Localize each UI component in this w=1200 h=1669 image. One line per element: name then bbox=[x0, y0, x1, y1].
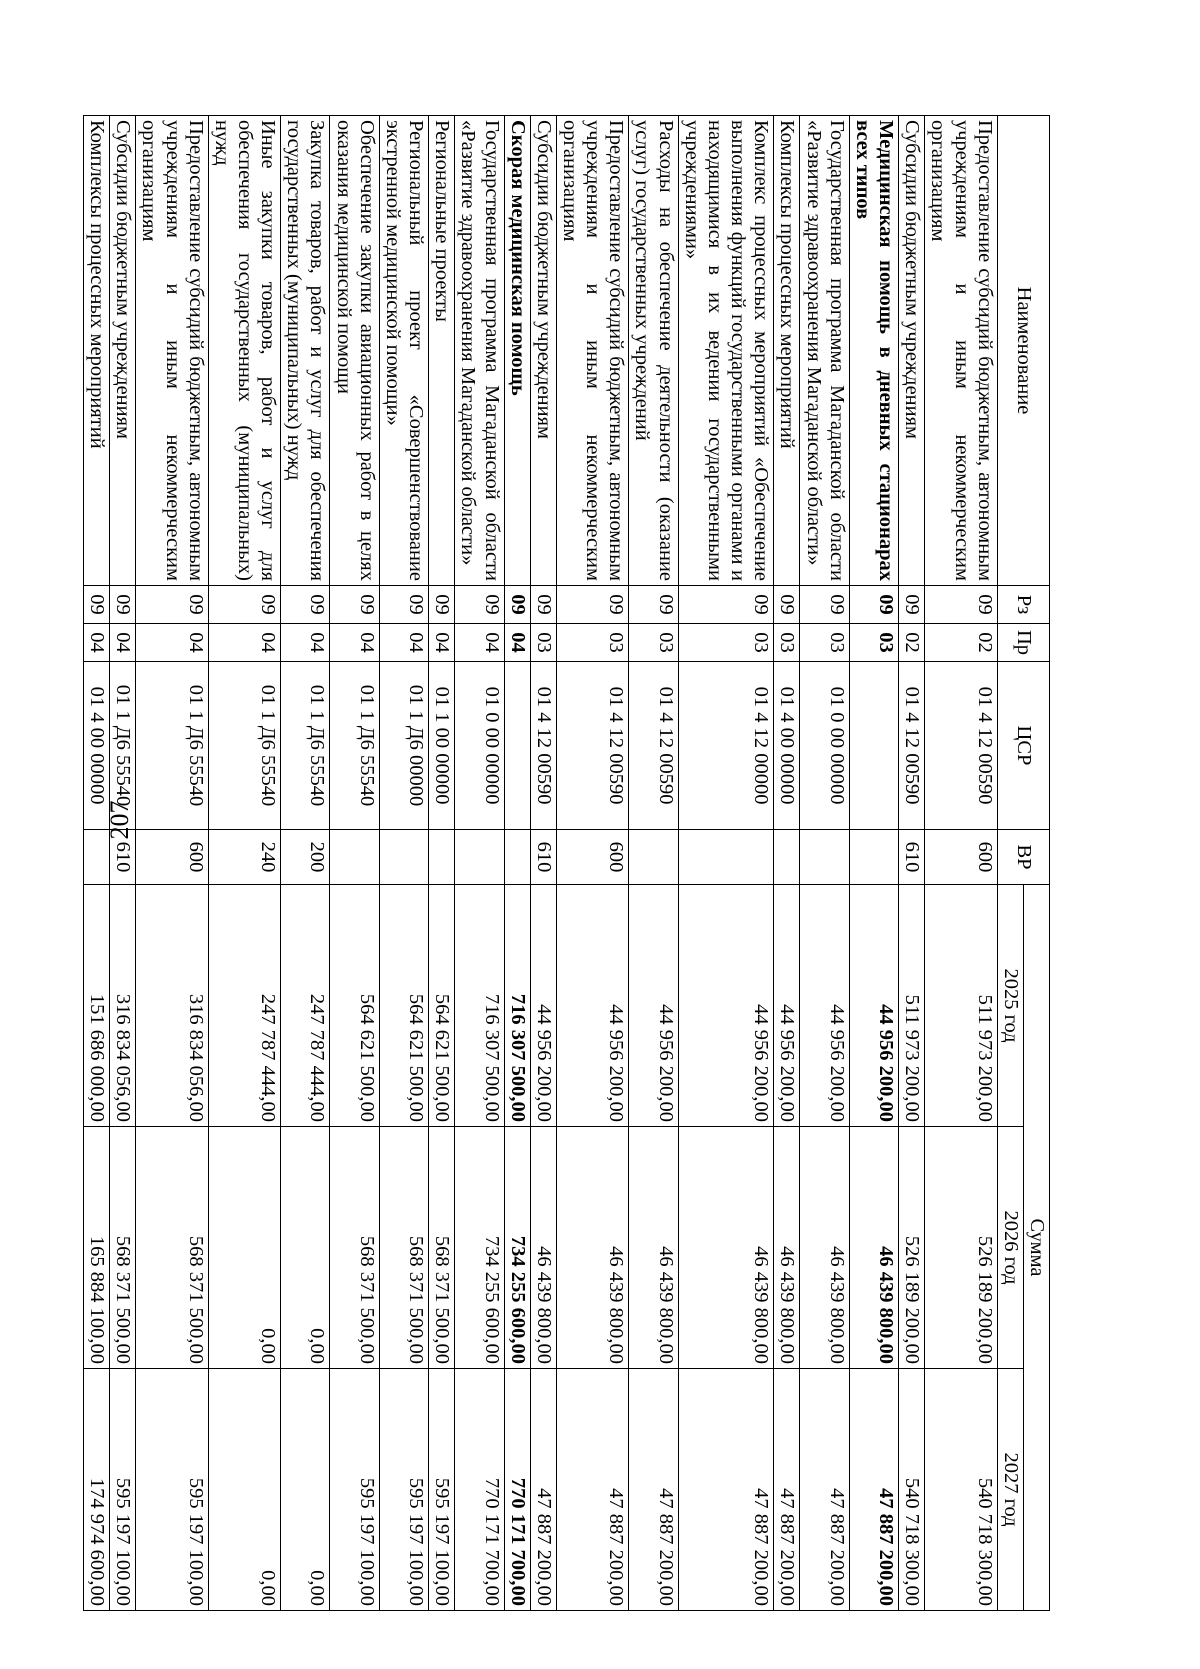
row-name: Государственная программа Магаданской области «Развитие здравоохранения Магаданской области» bbox=[800, 116, 849, 586]
header-pr: Пр bbox=[997, 624, 1049, 662]
row-pr: 04 bbox=[208, 624, 280, 662]
row-2026: 46 439 800,00 bbox=[774, 1127, 800, 1369]
row-2025: 44 956 200,00 bbox=[849, 885, 898, 1127]
row-name: Скорая медицинская помощь bbox=[504, 116, 530, 586]
row-vr bbox=[849, 830, 898, 885]
row-2026: 526 189 200,00 bbox=[899, 1127, 925, 1369]
page-number: 207 bbox=[105, 800, 134, 840]
row-vr bbox=[678, 830, 774, 885]
row-pr: 03 bbox=[800, 624, 849, 662]
row-2027: 595 197 100,00 bbox=[330, 1369, 379, 1611]
row-2027: 47 887 200,00 bbox=[629, 1369, 678, 1611]
table-row bbox=[800, 116, 849, 1611]
table-row bbox=[379, 116, 428, 1611]
table-row bbox=[556, 116, 628, 1611]
row-2026: 46 439 800,00 bbox=[849, 1127, 898, 1369]
row-vr bbox=[429, 830, 455, 885]
row-2025: 511 973 200,00 bbox=[925, 885, 997, 1127]
row-2025: 716 307 500,00 bbox=[455, 885, 504, 1127]
row-2025: 564 621 500,00 bbox=[379, 885, 428, 1127]
row-rz: 09 bbox=[379, 586, 428, 624]
row-2025: 44 956 200,00 bbox=[800, 885, 849, 1127]
row-2026: 568 371 500,00 bbox=[379, 1127, 428, 1369]
row-name: Предоставление субсидий бюджетным, автономным учреждениям и иным некоммерческим организациям bbox=[556, 116, 628, 586]
row-name: Субсидии бюджетным учреждениям bbox=[530, 116, 556, 586]
row-rz: 09 bbox=[429, 586, 455, 624]
row-2027: 47 887 200,00 bbox=[530, 1369, 556, 1611]
row-2027: 47 887 200,00 bbox=[774, 1369, 800, 1611]
row-2026: 734 255 600,00 bbox=[504, 1127, 530, 1369]
row-2027: 770 171 700,00 bbox=[455, 1369, 504, 1611]
table-row bbox=[925, 116, 997, 1611]
row-csr: 01 4 00 00000 bbox=[774, 662, 800, 830]
row-2026: 46 439 800,00 bbox=[530, 1127, 556, 1369]
row-name: Комплексы процессных мероприятий bbox=[83, 116, 109, 586]
row-vr: 600 bbox=[925, 830, 997, 885]
row-2026: 568 371 500,00 bbox=[330, 1127, 379, 1369]
row-name: Предоставление субсидий бюджетным, автономным учреждениям и иным некоммерческим организациям bbox=[136, 116, 208, 586]
row-2026: 46 439 800,00 bbox=[678, 1127, 774, 1369]
row-name: Региональные проекты bbox=[429, 116, 455, 586]
row-vr: 200 bbox=[281, 830, 330, 885]
row-csr: 01 1 Д6 00000 bbox=[379, 662, 428, 830]
table-row bbox=[774, 116, 800, 1611]
row-csr: 01 1 Д6 55540 bbox=[136, 662, 208, 830]
row-rz: 09 bbox=[504, 586, 530, 624]
row-2025: 44 956 200,00 bbox=[774, 885, 800, 1127]
row-csr: 01 4 12 00590 bbox=[925, 662, 997, 830]
row-2026: 165 884 100,00 bbox=[83, 1127, 109, 1369]
row-2026: 568 371 500,00 bbox=[136, 1127, 208, 1369]
row-name: Региональный проект «Совершенствование экстренной медицинской помощи» bbox=[379, 116, 428, 586]
row-2025: 44 956 200,00 bbox=[629, 885, 678, 1127]
table-row-section bbox=[504, 116, 530, 1611]
row-rz: 09 bbox=[899, 586, 925, 624]
row-vr: 610 bbox=[899, 830, 925, 885]
row-pr: 04 bbox=[379, 624, 428, 662]
row-2025: 151 686 000,00 bbox=[83, 885, 109, 1127]
row-csr: 01 1 00 00000 bbox=[429, 662, 455, 830]
table-row bbox=[110, 116, 136, 1611]
row-vr bbox=[774, 830, 800, 885]
header-2025: 2025 год bbox=[997, 885, 1023, 1127]
row-2027: 595 197 100,00 bbox=[379, 1369, 428, 1611]
row-2027: 595 197 100,00 bbox=[136, 1369, 208, 1611]
row-name: Обеспечение закупки авиационных работ в целях оказания медицинской помощи bbox=[330, 116, 379, 586]
row-2026: 568 371 500,00 bbox=[429, 1127, 455, 1369]
row-rz: 09 bbox=[800, 586, 849, 624]
row-rz: 09 bbox=[629, 586, 678, 624]
row-csr: 01 1 Д6 55540 bbox=[110, 662, 136, 830]
row-2025: 44 956 200,00 bbox=[678, 885, 774, 1127]
table-row bbox=[678, 116, 774, 1611]
header-row-1 bbox=[1023, 116, 1049, 1611]
row-rz: 09 bbox=[110, 586, 136, 624]
row-csr: 01 4 00 00000 bbox=[83, 662, 109, 830]
row-pr: 04 bbox=[330, 624, 379, 662]
row-csr: 01 0 00 00000 bbox=[800, 662, 849, 830]
row-2027: 770 171 700,00 bbox=[504, 1369, 530, 1611]
row-pr: 02 bbox=[925, 624, 997, 662]
row-vr: 240 bbox=[208, 830, 280, 885]
row-name: Государственная программа Магаданской области «Развитие здравоохранения Магаданской области» bbox=[455, 116, 504, 586]
row-2027: 0,00 bbox=[281, 1369, 330, 1611]
row-csr bbox=[504, 662, 530, 830]
table-row bbox=[330, 116, 379, 1611]
row-csr: 01 1 Д6 55540 bbox=[281, 662, 330, 830]
row-rz: 09 bbox=[455, 586, 504, 624]
row-rz: 09 bbox=[556, 586, 628, 624]
row-2025: 564 621 500,00 bbox=[330, 885, 379, 1127]
header-2026: 2026 год bbox=[997, 1127, 1023, 1369]
row-rz: 09 bbox=[774, 586, 800, 624]
row-pr: 04 bbox=[110, 624, 136, 662]
table-row bbox=[455, 116, 504, 1611]
row-pr: 03 bbox=[849, 624, 898, 662]
row-pr: 04 bbox=[281, 624, 330, 662]
row-vr bbox=[455, 830, 504, 885]
row-vr bbox=[629, 830, 678, 885]
row-2027: 47 887 200,00 bbox=[678, 1369, 774, 1611]
row-pr: 04 bbox=[136, 624, 208, 662]
row-2026: 0,00 bbox=[208, 1127, 280, 1369]
table-row bbox=[281, 116, 330, 1611]
row-vr: 610 bbox=[530, 830, 556, 885]
row-name: Иные закупки товаров, работ и услуг для обеспечения государственных (муниципальных) нужд bbox=[208, 116, 280, 586]
row-rz: 09 bbox=[208, 586, 280, 624]
row-vr bbox=[504, 830, 530, 885]
table-row-section bbox=[849, 116, 898, 1611]
row-csr: 01 4 12 00590 bbox=[899, 662, 925, 830]
row-rz: 09 bbox=[530, 586, 556, 624]
table-row bbox=[208, 116, 280, 1611]
header-csr: ЦСР bbox=[997, 662, 1049, 830]
row-rz: 09 bbox=[849, 586, 898, 624]
row-vr: 600 bbox=[136, 830, 208, 885]
row-vr: 610 bbox=[110, 830, 136, 885]
table-row bbox=[629, 116, 678, 1611]
row-2025: 716 307 500,00 bbox=[504, 885, 530, 1127]
row-name: Комплекс процессных мероприятий «Обеспечение выполнения функций государственными органами и находящимися в их ведении государственными учреждениями» bbox=[678, 116, 774, 586]
row-pr: 03 bbox=[556, 624, 628, 662]
row-name: Предоставление субсидий бюджетным, автономным учреждениям и иным некоммерческим организациям bbox=[925, 116, 997, 586]
row-rz: 09 bbox=[330, 586, 379, 624]
budget-table bbox=[83, 115, 1050, 1611]
row-2027: 595 197 100,00 bbox=[110, 1369, 136, 1611]
row-vr: 600 bbox=[556, 830, 628, 885]
row-rz: 09 bbox=[83, 586, 109, 624]
row-2027: 595 197 100,00 bbox=[429, 1369, 455, 1611]
row-pr: 03 bbox=[774, 624, 800, 662]
header-rz: Рз bbox=[997, 586, 1049, 624]
header-sum: Сумма bbox=[1023, 885, 1049, 1611]
row-2027: 540 718 300,00 bbox=[925, 1369, 997, 1611]
row-name: Субсидии бюджетным учреждениям bbox=[899, 116, 925, 586]
row-name: Комплексы процессных мероприятий bbox=[774, 116, 800, 586]
row-csr: 01 4 12 00590 bbox=[556, 662, 628, 830]
row-name: Субсидии бюджетным учреждениям bbox=[110, 116, 136, 586]
table-row bbox=[899, 116, 925, 1611]
row-2026: 526 189 200,00 bbox=[925, 1127, 997, 1369]
row-pr: 02 bbox=[899, 624, 925, 662]
header-2027: 2027 год bbox=[997, 1369, 1023, 1611]
row-csr: 01 4 12 00000 bbox=[678, 662, 774, 830]
row-2027: 540 718 300,00 bbox=[899, 1369, 925, 1611]
table-row bbox=[83, 116, 109, 1611]
row-rz: 09 bbox=[925, 586, 997, 624]
row-2026: 734 255 600,00 bbox=[455, 1127, 504, 1369]
row-2025: 511 973 200,00 bbox=[899, 885, 925, 1127]
row-rz: 09 bbox=[136, 586, 208, 624]
row-2025: 247 787 444,00 bbox=[281, 885, 330, 1127]
row-csr: 01 1 Д6 55540 bbox=[330, 662, 379, 830]
row-pr: 04 bbox=[455, 624, 504, 662]
row-vr bbox=[800, 830, 849, 885]
row-pr: 04 bbox=[429, 624, 455, 662]
row-2026: 46 439 800,00 bbox=[556, 1127, 628, 1369]
row-2025: 247 787 444,00 bbox=[208, 885, 280, 1127]
row-pr: 03 bbox=[530, 624, 556, 662]
row-pr: 04 bbox=[504, 624, 530, 662]
row-pr: 03 bbox=[629, 624, 678, 662]
row-name: Закупка товаров, работ и услуг для обеспечения государственных (муниципальных) нужд bbox=[281, 116, 330, 586]
row-csr: 01 4 12 00590 bbox=[530, 662, 556, 830]
row-name: Расходы на обеспечение деятельности (оказание услуг) государственных учреждений bbox=[629, 116, 678, 586]
table-row bbox=[530, 116, 556, 1611]
header-vr: ВР bbox=[997, 830, 1049, 885]
row-name: Медицинская помощь в дневных стационарах всех типов bbox=[849, 116, 898, 586]
row-2027: 174 974 600,00 bbox=[83, 1369, 109, 1611]
row-2026: 0,00 bbox=[281, 1127, 330, 1369]
row-rz: 09 bbox=[678, 586, 774, 624]
row-csr: 01 1 Д6 55540 bbox=[208, 662, 280, 830]
table-row bbox=[136, 116, 208, 1611]
header-name: Наименование bbox=[997, 116, 1049, 586]
row-2025: 564 621 500,00 bbox=[429, 885, 455, 1127]
row-2025: 316 834 056,00 bbox=[136, 885, 208, 1127]
row-csr: 01 4 12 00590 bbox=[629, 662, 678, 830]
row-2026: 46 439 800,00 bbox=[800, 1127, 849, 1369]
row-2025: 316 834 056,00 bbox=[110, 885, 136, 1127]
row-2027: 47 887 200,00 bbox=[800, 1369, 849, 1611]
row-2025: 44 956 200,00 bbox=[530, 885, 556, 1127]
row-csr: 01 0 00 00000 bbox=[455, 662, 504, 830]
row-pr: 04 bbox=[83, 624, 109, 662]
row-rz: 09 bbox=[281, 586, 330, 624]
row-2027: 0,00 bbox=[208, 1369, 280, 1611]
row-2025: 44 956 200,00 bbox=[556, 885, 628, 1127]
row-2027: 47 887 200,00 bbox=[849, 1369, 898, 1611]
table-row bbox=[429, 116, 455, 1611]
row-vr bbox=[379, 830, 428, 885]
row-2026: 568 371 500,00 bbox=[110, 1127, 136, 1369]
row-vr bbox=[330, 830, 379, 885]
row-2027: 47 887 200,00 bbox=[556, 1369, 628, 1611]
row-vr bbox=[83, 830, 109, 885]
row-pr: 03 bbox=[678, 624, 774, 662]
row-2026: 46 439 800,00 bbox=[629, 1127, 678, 1369]
row-csr bbox=[849, 662, 898, 830]
